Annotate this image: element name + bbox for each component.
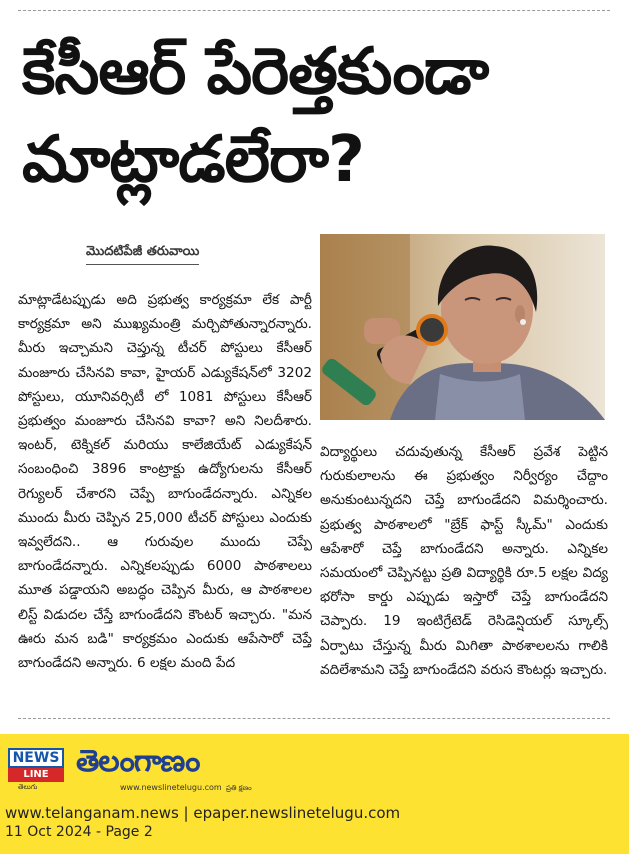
footer-sites[interactable]: www.telanganam.news | epaper.newslinetelugu.com	[5, 804, 401, 822]
newsline-logo-news: NEWS	[8, 748, 64, 768]
edition-date: 11 Oct 2024 - Page 2	[5, 824, 153, 840]
headline	[22, 28, 612, 204]
footer-bar	[0, 734, 629, 854]
headline-line-2: మాట్లాడలేరా?	[22, 123, 365, 197]
continuation-byline: మొదటిపేజీ తరువాయి	[86, 244, 199, 265]
newsline-logo-line: LINE	[8, 768, 64, 782]
logo-url[interactable]: www.newslinetelugu.com	[120, 783, 222, 792]
newsline-logo[interactable]	[8, 748, 64, 791]
newsline-logo-sub: తెలుగు	[18, 783, 38, 791]
article-column-left: మాట్లాడేటప్పుడు అది ప్రభుత్వ కార్యక్రమా లేక పార్టీ కార్యక్రమా అని ముఖ్యమంత్రి మర్చిపోతున్నారన్నారు. మీరు ఇచ్చామని చెప్తున్న టీచర్ పోస్టులు కేసీఆర్ మంజూరు చేసినవి కావా, హైయర్ ఎడ్యుకేషన్‌లో 3202 పోస్టులు, యూనివర్సిటీ లో 1081 పోస్టులు కేసీఆర్ ప్రభుత్వం మంజూరు చేసినవి కావా? అని నిలదీశారు. ఇంటర్, టెక్నికల్ మరియు కాలేజియేట్ ఎడ్యుకేషన్ సంబంధించి 3896 కాంట్రాక్టు ఉద్యోగులను కేసీఆర్ రెగ్యులర్ చేశారని చెప్పే బాగుండేదన్నారు. ఎన్నికల ముందు మీరు చెప్పిన 25,000 టీచర్ పోస్టులు ఎందుకు ఇవ్వలేదని.. ఆ గురువుల ముందు చెప్పే బాగుండేదన్నారు. ఎన్నికలప్పుడు 6000 పాఠశాలలు మూత పడ్డాయని అబద్ధం చెప్పిన మీరు, ఆ పాఠశాలల లిస్ట్ విడుదల చేస్తే బాగుండేదని కౌంటర్ ఇచ్చారు. "మన ఊరు మన బడి" కార్యక్రమం ఎందుకు ఆపేసారో చెప్తే బాగుండేదని అన్నారు. 6 లక్షల మంది పేద	[18, 292, 312, 672]
telanganam-logo-text: తెలంగాణం	[76, 744, 200, 779]
article-column-right: విద్యార్థులు చదువుతున్న కేసీఆర్ ప్రవేశ పెట్టిన గురుకులాలను ఈ ప్రభుత్వం నిర్వీర్యం చేద్దాం అనుకుంటున్నదని చెప్తే బాగుండేదని విమర్శించారు. ప్రభుత్వ పాఠశాలలో "బ్రేక్ ఫాస్ట్ స్కీమ్" ఎందుకు ఆపేశారో చెప్తే బాగుండేదని అన్నారు. ఎన్నికల సమయంలో చెప్పినట్టు ప్రతి విద్యార్థికి రూ.5 లక్షల విద్య భరోసా కార్డు ఎప్పుడు ఇస్తారో చెప్తే బాగుండేదని చెప్పారు. 19 ఇంటిగ్రేటెడ్ రెసిడెన్షియల్ స్కూల్స్ ఏర్పాటు చేస్తున్న మీరు మిగితా పాఠశాలలను గాలికి వదిలేశామని చెప్తే బాగుండేదని వరుస కౌంటర్లు ఇచ్చారు.	[320, 444, 608, 678]
top-divider	[18, 10, 610, 11]
speaker-photo	[320, 234, 605, 420]
telanganam-logo-tagline: ప్రతి క్షణం	[226, 784, 252, 792]
article-photo	[320, 234, 605, 420]
headline-line-1: కేసీఆర్ పేరెత్తకుండా	[22, 35, 489, 109]
bottom-divider	[18, 718, 610, 719]
